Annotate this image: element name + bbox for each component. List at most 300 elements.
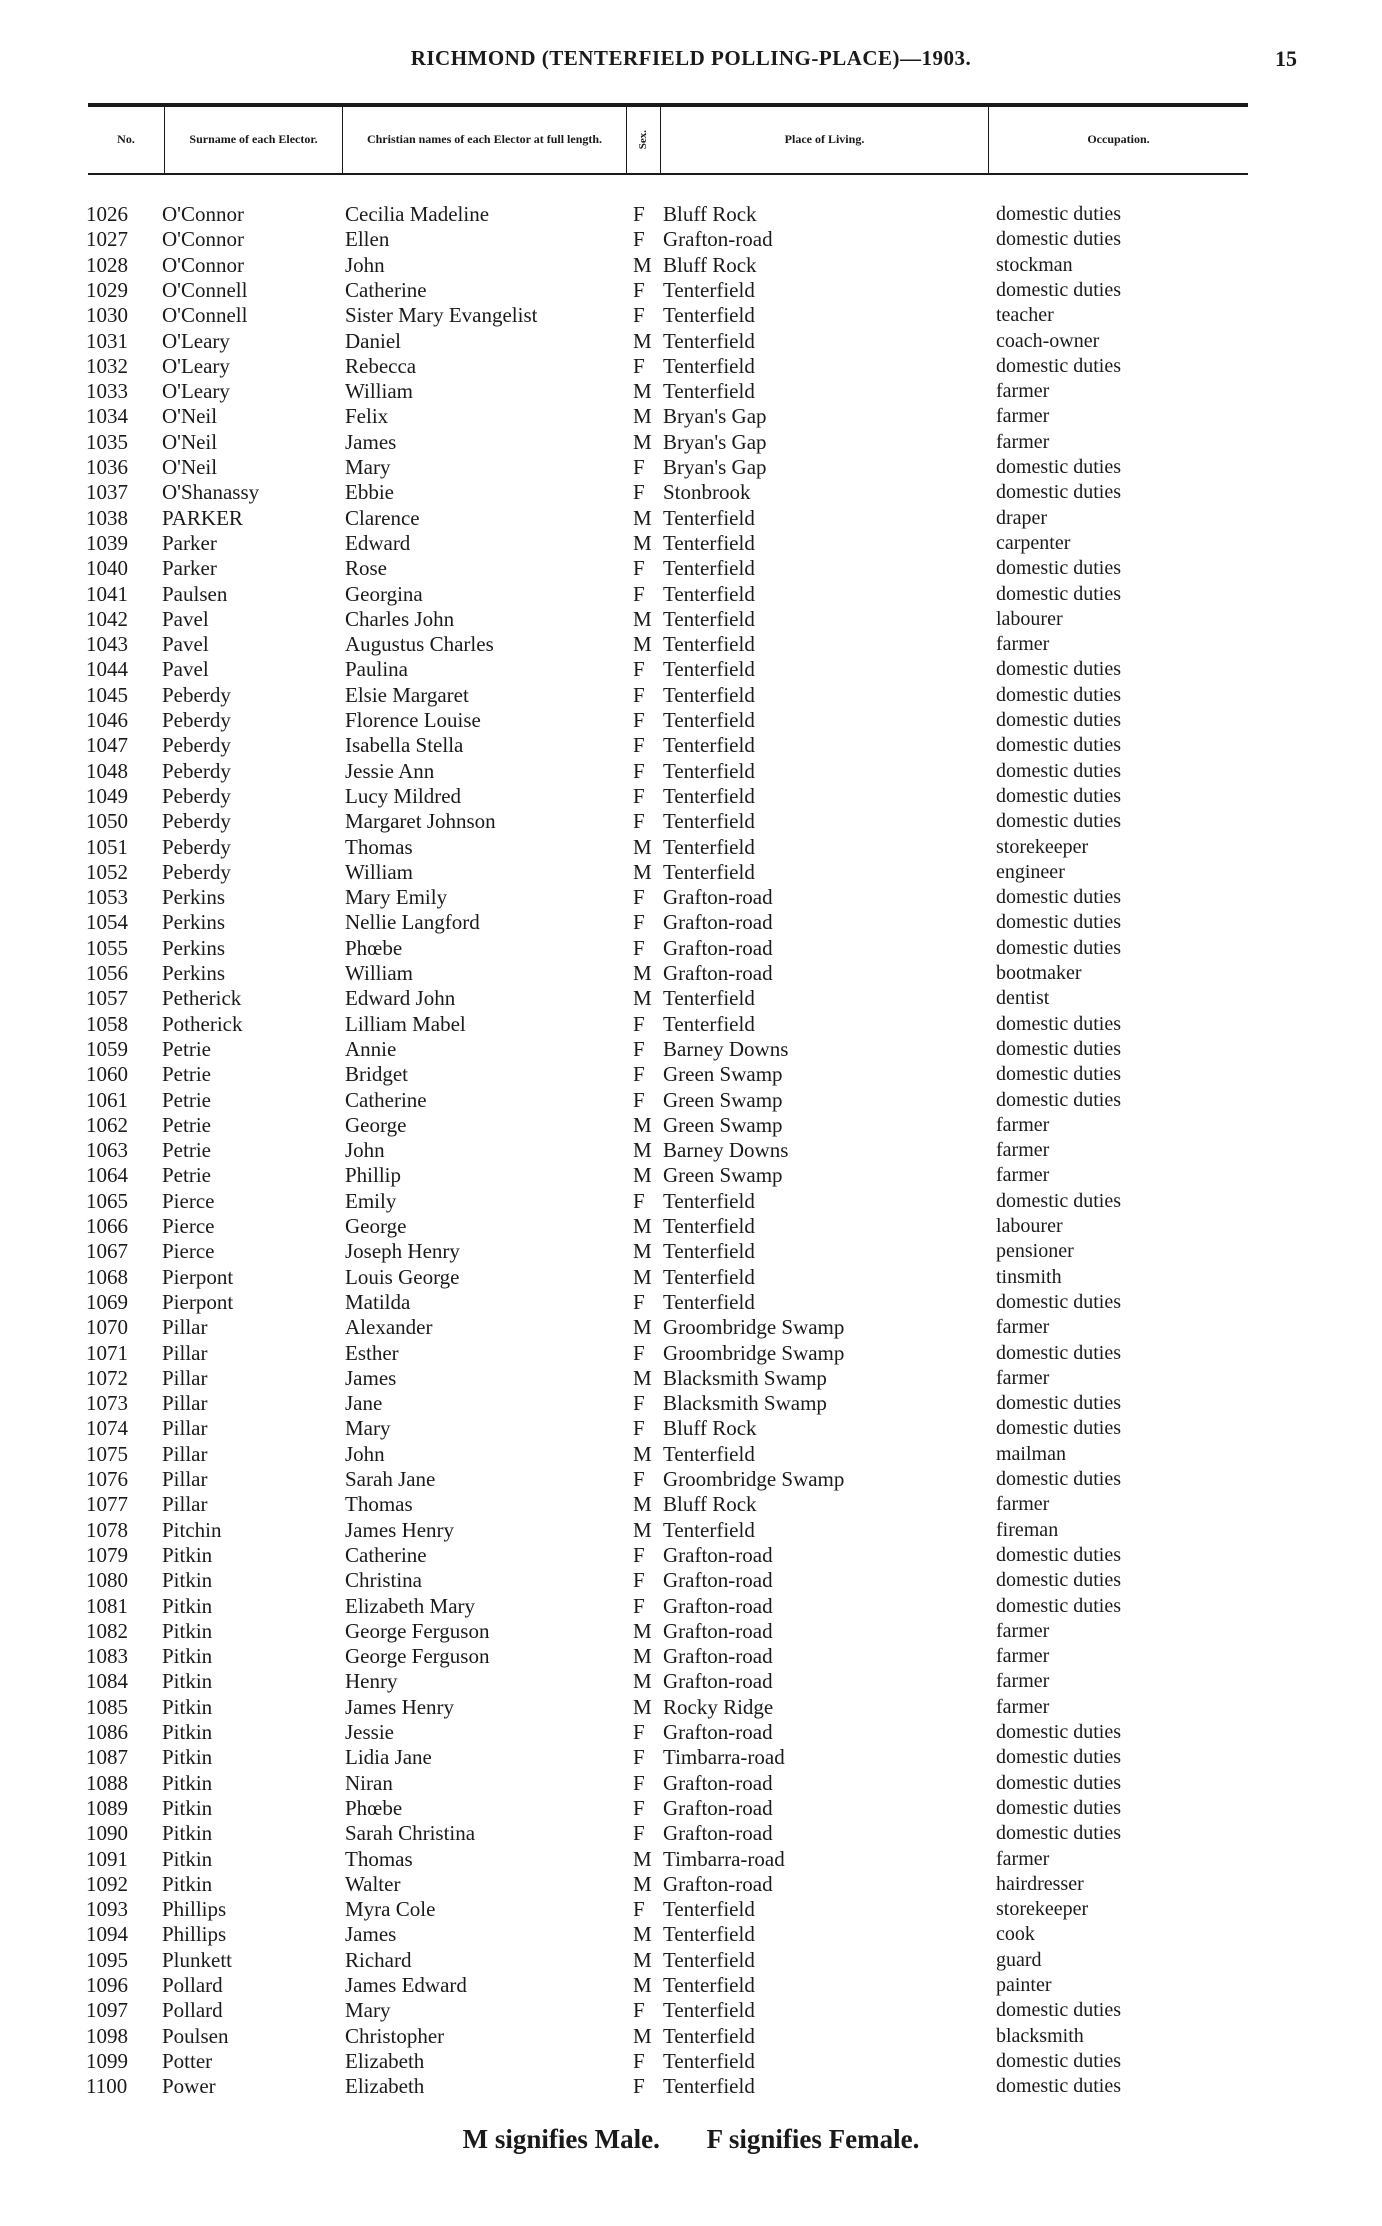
elector-occupation: farmer [996,1695,1050,1718]
footnote [0,2124,1382,2155]
elector-number: 1065 [86,1188,128,1213]
elector-occupation: domestic duties [996,1468,1121,1490]
elector-sex: F [633,1062,645,1087]
elector-occupation: domestic duties [996,1796,1121,1819]
table-row [0,607,1382,632]
table-row [0,1341,1382,1366]
elector-surname: Pillar [162,1441,208,1466]
elector-number: 1073 [86,1391,128,1416]
elector-surname: Pierce [162,1239,215,1264]
elector-christian-names: Catherine [345,1087,427,1112]
elector-occupation: coach-owner [996,329,1100,352]
table-row [0,480,1382,505]
elector-surname: Pitkin [162,1694,213,1719]
elector-surname: O'Leary [162,379,230,404]
elector-occupation: domestic duties [996,658,1121,681]
elector-occupation: bootmaker [996,962,1082,984]
elector-occupation: farmer [996,1366,1050,1389]
elector-place: Grafton-road [663,961,773,985]
elector-sex: M [633,1922,652,1947]
table-row [0,1619,1382,1644]
table-row [0,1138,1382,1163]
elector-number: 1075 [86,1441,128,1466]
elector-place: Grafton-road [663,1821,773,1846]
table-row [0,531,1382,556]
elector-occupation: farmer [996,1493,1050,1516]
elector-place: Grafton-road [663,885,773,910]
elector-surname: O'Connell [162,303,248,328]
elector-occupation: domestic duties [996,734,1121,757]
elector-number: 1079 [86,1542,128,1567]
elector-place: Tenterfield [663,733,755,758]
elector-place: Bryan's Gap [663,404,767,429]
elector-christian-names: Lidia Jane [345,1745,432,1770]
table-row [0,1214,1382,1239]
elector-christian-names: Augustus Charles [345,632,494,657]
elector-number: 1088 [86,1770,128,1795]
elector-surname: O'Neil [162,429,218,454]
elector-christian-names: Elizabeth [345,2074,425,2099]
elector-place: Bryan's Gap [663,455,767,479]
elector-surname: Peberdy [162,859,231,884]
table-row [0,1062,1382,1087]
elector-sex: F [633,758,645,783]
elector-occupation: domestic duties [996,1012,1121,1035]
elector-sex: F [633,1745,645,1770]
elector-number: 1081 [86,1593,128,1618]
page-title: RICHMOND (TENTERFIELD POLLING-PLACE)—1903. [410,46,972,70]
elector-number: 1052 [86,859,128,884]
elector-place: Barney Downs [663,1036,789,1061]
elector-sex: M [633,961,652,985]
elector-christian-names: Emily [345,1188,397,1213]
elector-number: 1095 [86,1947,128,1972]
table-row [0,1543,1382,1568]
elector-place: Grafton-road [663,1871,773,1896]
elector-occupation: storekeeper [996,1898,1089,1921]
elector-sex: M [633,1163,652,1188]
elector-place: Tenterfield [663,834,755,859]
elector-christian-names: Phœbe [345,1795,403,1820]
elector-place: Tenterfield [663,379,755,404]
elector-sex: F [633,783,645,808]
elector-surname: Pitkin [162,1871,213,1896]
elector-surname: Petrie [162,1163,211,1188]
elector-place: Bluff Rock [663,1416,757,1441]
elector-sex: F [633,1542,645,1567]
elector-place: Tenterfield [663,2023,755,2048]
elector-number: 1061 [86,1087,128,1112]
col-header-surname: Surname of each Elector. [164,107,342,173]
elector-sex: M [633,1441,652,1466]
elector-surname: O'Connor [162,202,244,226]
elector-christian-names: Matilda [345,1289,411,1314]
elector-christian-names: Edward John [345,986,456,1011]
table-row [0,2074,1382,2099]
elector-christian-names: Edward [345,530,411,555]
elector-christian-names: George [345,1112,407,1137]
elector-sex: F [633,1289,645,1314]
col-header-occupation: Occupation. [988,107,1248,173]
elector-occupation: carpenter [996,531,1071,554]
elector-occupation: teacher [996,304,1054,327]
elector-number: 1098 [86,2023,128,2048]
elector-sex: M [633,1517,652,1542]
elector-number: 1066 [86,1214,128,1238]
table-row [0,582,1382,607]
elector-sex: F [633,1467,645,1491]
elector-christian-names: James Henry [345,1694,455,1719]
elector-place: Groombridge Swamp [663,1340,845,1365]
elector-sex: F [633,581,645,606]
elector-place: Tenterfield [663,1922,755,1947]
table-row [0,835,1382,860]
table-row [0,1872,1382,1897]
elector-christian-names: John [345,252,385,277]
table-row [0,1720,1382,1745]
elector-sex: F [633,1391,645,1416]
elector-place: Tenterfield [663,783,755,808]
elector-number: 1033 [86,379,128,404]
elector-surname: Paulsen [162,581,228,606]
elector-christian-names: Annie [345,1036,397,1061]
elector-sex: F [633,809,645,834]
elector-sex: F [633,303,645,328]
table-row [0,303,1382,328]
elector-occupation: domestic duties [996,228,1121,251]
elector-number: 1090 [86,1821,128,1846]
elector-surname: Pollard [162,1973,223,1997]
elector-sex: F [633,2074,645,2099]
elector-christian-names: George Ferguson [345,1618,490,1643]
elector-number: 1030 [86,303,128,328]
elector-number: 1091 [86,1846,128,1871]
elector-sex: F [633,682,645,707]
elector-occupation: domestic duties [996,354,1121,377]
elector-place: Tenterfield [663,1214,755,1238]
elector-surname: Pitkin [162,1720,213,1744]
elector-occupation: domestic duties [996,1341,1121,1364]
elector-sex: F [633,480,645,505]
elector-number: 1051 [86,834,128,859]
elector-place: Tenterfield [663,505,755,530]
elector-surname: Power [162,2074,216,2099]
table-row [0,253,1382,278]
elector-sex: F [633,1821,645,1846]
elector-place: Tenterfield [663,986,755,1011]
table-row [0,961,1382,986]
elector-surname: Pitkin [162,1770,213,1795]
table-row [0,1948,1382,1973]
elector-occupation: domestic duties [996,1088,1121,1111]
table-row [0,1315,1382,1340]
elector-sex: M [633,252,652,277]
elector-occupation: domestic duties [996,1999,1121,2022]
table-row [0,1745,1382,1770]
elector-number: 1076 [86,1467,128,1491]
elector-number: 1092 [86,1871,128,1896]
elector-place: Tenterfield [663,353,755,378]
elector-occupation: farmer [996,1670,1050,1693]
elector-number: 1089 [86,1795,128,1820]
elector-number: 1045 [86,682,128,707]
table-row [0,354,1382,379]
elector-surname: Perkins [162,885,225,910]
elector-surname: Petrie [162,1112,211,1137]
elector-number: 1094 [86,1922,128,1947]
elector-place: Tenterfield [663,809,755,834]
elector-christian-names: Thomas [345,834,413,859]
elector-sex: F [633,1998,645,2023]
elector-occupation: domestic duties [996,1189,1121,1212]
elector-occupation: hairdresser [996,1872,1084,1895]
elector-place: Tenterfield [663,556,755,581]
table-row [0,1088,1382,1113]
elector-number: 1039 [86,530,128,555]
table-row [0,1492,1382,1517]
elector-occupation: domestic duties [996,1594,1121,1617]
elector-surname: O'Neil [162,404,218,429]
elector-place: Rocky Ridge [663,1694,774,1719]
table-row [0,1037,1382,1062]
elector-christian-names: Lucy Mildred [345,783,462,808]
elector-occupation: domestic duties [996,683,1121,706]
elector-sex: M [633,1138,652,1163]
elector-number: 1067 [86,1239,128,1264]
elector-sex: M [633,505,652,530]
elector-occupation: domestic duties [996,784,1121,807]
elector-occupation: farmer [996,1645,1050,1668]
elector-occupation: domestic duties [996,2075,1121,2098]
elector-sex: M [633,1846,652,1871]
table-row [0,1239,1382,1264]
elector-sex: F [633,1087,645,1112]
elector-occupation: farmer [996,633,1050,656]
elector-sex: M [633,1618,652,1643]
elector-occupation: domestic duties [996,1746,1121,1769]
elector-number: 1063 [86,1138,128,1163]
elector-sex: M [633,1871,652,1896]
elector-christian-names: John [345,1441,385,1466]
elector-place: Grafton-road [663,1644,773,1669]
elector-place: Tenterfield [663,1897,755,1922]
elector-number: 1086 [86,1720,128,1744]
elector-surname: Pitkin [162,1821,213,1846]
table-row [0,1163,1382,1188]
elector-number: 1068 [86,1264,128,1289]
elector-christian-names: Isabella Stella [345,733,464,758]
elector-place: Grafton-road [663,1795,773,1820]
elector-sex: M [633,1112,652,1137]
elector-christian-names: Rebecca [345,353,417,378]
elector-number: 1078 [86,1517,128,1542]
elector-number: 1053 [86,885,128,910]
elector-christian-names: Henry [345,1669,398,1694]
elector-place: Grafton-road [663,1770,773,1795]
elector-christian-names: Ellen [345,227,390,252]
table-row [0,936,1382,961]
table-row [0,2049,1382,2074]
elector-surname: Perkins [162,935,225,960]
elector-place: Tenterfield [663,1947,755,1972]
elector-occupation: pensioner [996,1240,1074,1263]
elector-number: 1038 [86,505,128,530]
elector-occupation: domestic duties [996,936,1121,959]
elector-occupation: domestic duties [996,911,1121,934]
elector-number: 1055 [86,935,128,960]
elector-place: Grafton-road [663,1669,773,1694]
table-row [0,809,1382,834]
table-row [0,708,1382,733]
table-row [0,885,1382,910]
elector-number: 1035 [86,429,128,454]
elector-number: 1080 [86,1568,128,1593]
elector-sex: F [633,2048,645,2073]
elector-christian-names: Catherine [345,1542,427,1567]
elector-sex: F [633,1416,645,1441]
elector-number: 1032 [86,353,128,378]
elector-occupation: domestic duties [996,481,1121,504]
elector-sex: F [633,1188,645,1213]
elector-sex: F [633,708,645,732]
elector-surname: Pitchin [162,1517,222,1542]
elector-surname: Pitkin [162,1618,213,1643]
elector-number: 1077 [86,1492,128,1517]
elector-surname: Petrie [162,1062,211,1087]
elector-surname: Perkins [162,961,225,985]
elector-christian-names: Lilliam Mabel [345,1011,466,1036]
elector-place: Grafton-road [663,1568,773,1593]
footnote-female: F signifies Female. [706,2124,920,2154]
elector-surname: Pierce [162,1214,215,1238]
col-header-sex [626,107,660,173]
elector-occupation: farmer [996,1619,1050,1642]
elector-number: 1058 [86,1011,128,1036]
elector-christian-names: Rose [345,556,387,581]
elector-christian-names: George [345,1214,407,1238]
elector-sex: M [633,530,652,555]
elector-number: 1099 [86,2048,128,2073]
elector-christian-names: Nellie Langford [345,910,480,935]
elector-place: Grafton-road [663,1593,773,1618]
elector-surname: Petherick [162,986,242,1011]
elector-number: 1064 [86,1163,128,1188]
table-row [0,1391,1382,1416]
elector-place: Tenterfield [663,2074,755,2099]
elector-occupation: domestic duties [996,1290,1121,1313]
elector-place: Grafton-road [663,935,773,960]
table-row [0,1290,1382,1315]
elector-occupation: fireman [996,1518,1059,1541]
table-row [0,1442,1382,1467]
elector-christian-names: Thomas [345,1492,413,1517]
elector-occupation: labourer [996,607,1063,630]
elector-sex: M [633,986,652,1011]
table-row [0,784,1382,809]
elector-sex: F [633,1036,645,1061]
elector-number: 1040 [86,556,128,581]
elector-surname: PARKER [162,505,243,530]
elector-number: 1071 [86,1340,128,1365]
elector-christian-names: Florence Louise [345,708,481,732]
elector-occupation: domestic duties [996,1721,1121,1743]
elector-occupation: stockman [996,253,1073,276]
table-row [0,910,1382,935]
table-row [0,1416,1382,1441]
elector-number: 1087 [86,1745,128,1770]
elector-number: 1047 [86,733,128,758]
elector-sex: M [633,404,652,429]
elector-surname: Poulsen [162,2023,229,2048]
elector-place: Blacksmith Swamp [663,1391,827,1416]
elector-place: Tenterfield [663,2048,755,2073]
table-row [0,1568,1382,1593]
elector-surname: Peberdy [162,733,231,758]
elector-occupation: guard [996,1948,1042,1971]
elector-surname: Pierce [162,1188,215,1213]
elector-place: Timbarra-road [663,1745,785,1770]
elector-sex: M [633,1973,652,1997]
table-row [0,1695,1382,1720]
elector-christian-names: Sister Mary Evangelist [345,303,538,328]
table-row [0,455,1382,480]
elector-sex: F [633,1720,645,1744]
elector-place: Tenterfield [663,606,755,631]
elector-surname: Peberdy [162,809,231,834]
table-row [0,683,1382,708]
elector-place: Tenterfield [663,1973,755,1997]
elector-place: Groombridge Swamp [663,1315,845,1340]
elector-occupation: domestic duties [996,1063,1121,1086]
elector-surname: Peberdy [162,783,231,808]
elector-christian-names: James [345,429,397,454]
elector-occupation: cook [996,1923,1035,1946]
elector-christian-names: Christopher [345,2023,445,2048]
elector-christian-names: James Henry [345,1517,455,1542]
elector-place: Tenterfield [663,1264,755,1289]
elector-surname: Pollard [162,1998,223,2023]
elector-number: 1084 [86,1669,128,1694]
elector-place: Bluff Rock [663,202,757,226]
elector-christian-names: Myra Cole [345,1897,436,1922]
elector-surname: O'Neil [162,455,218,479]
elector-sex: F [633,1340,645,1365]
elector-surname: Peberdy [162,758,231,783]
table-row [0,404,1382,429]
elector-number: 1082 [86,1618,128,1643]
elector-place: Grafton-road [663,1542,773,1567]
elector-christian-names: Margaret Johnson [345,809,496,834]
elector-christian-names: Georgina [345,581,423,606]
elector-place: Groombridge Swamp [663,1467,845,1491]
elector-surname: O'Shanassy [162,480,260,505]
table-row [0,430,1382,455]
table-row [0,1897,1382,1922]
elector-sex: M [633,1239,652,1264]
elector-sex: M [633,429,652,454]
elector-number: 1097 [86,1998,128,2023]
elector-surname: Pavel [162,657,209,682]
elector-place: Tenterfield [663,1998,755,2023]
elector-number: 1100 [86,2074,128,2099]
elector-sex: M [633,1365,652,1390]
elector-place: Grafton-road [663,910,773,935]
elector-sex: F [633,202,645,226]
elector-number: 1029 [86,277,128,302]
table-row [0,1265,1382,1290]
elector-sex: F [633,556,645,581]
elector-number: 1085 [86,1694,128,1719]
